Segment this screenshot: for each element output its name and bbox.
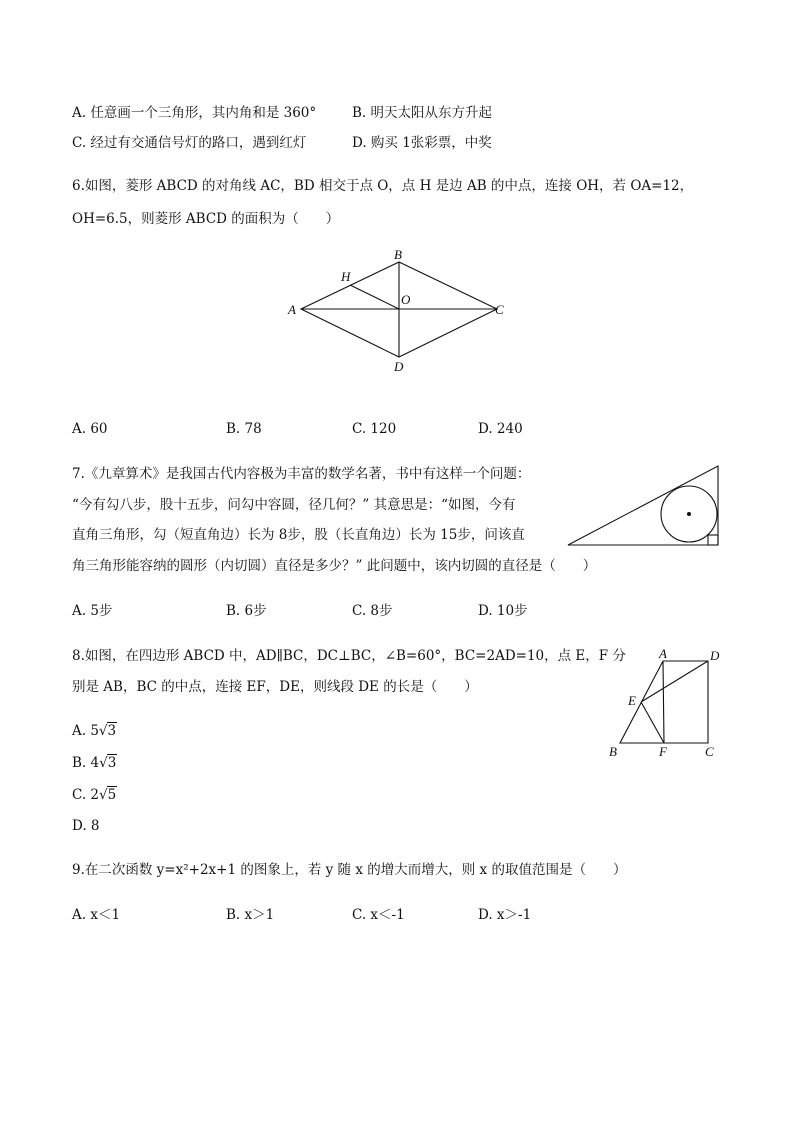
q8-option-c <box>72 786 117 804</box>
q7-option-d: D. 10步 <box>478 603 528 619</box>
q7-option-a: A. 5步 <box>72 603 113 619</box>
label-o: O <box>401 292 411 307</box>
q8-stem-line1: 8.如图，在四边形 ABCD 中，AD∥BC，DC⊥BC，∠B=60°，BC=2AD=10，点 E，F 分 <box>72 648 626 664</box>
q6-option-d: D. 240 <box>478 421 523 437</box>
sqrt-symbol: √ <box>99 787 108 803</box>
q8-option-b-radicand: 3 <box>107 755 117 771</box>
rhombus-outline <box>301 262 497 357</box>
label-h: H <box>341 269 351 284</box>
quadrilateral-abcd <box>620 661 708 743</box>
sqrt-symbol: √ <box>98 723 108 739</box>
q9-option-a: A. x＜1 <box>72 907 121 923</box>
q7-stem-line4: 角三角形能容纳的圆形（内切圆）直径是多少？” 此问题中，该内切圆的直径是（ ） <box>72 558 597 574</box>
q8-option-d: D. 8 <box>72 818 100 834</box>
q8-option-c-radicand: 5 <box>107 787 117 803</box>
label-e: E <box>628 693 636 708</box>
segment-de <box>641 661 708 702</box>
label-d: D <box>710 648 720 663</box>
label-c: C <box>705 744 714 759</box>
q8-option-c-prefix: C. 2 <box>72 787 100 803</box>
label-c: C <box>495 302 504 317</box>
label-d: D <box>394 359 404 374</box>
incircle-center-dot <box>687 512 691 516</box>
q7-stem-line1: 7.《九章算术》是我国古代内容极为丰富的数学名著，书中有这样一个问题： <box>72 466 531 482</box>
q8-option-a <box>72 722 117 740</box>
q8-option-b-prefix: B. 4 <box>72 755 100 771</box>
q8-option-b <box>72 754 117 772</box>
q9-option-b: B. x＞1 <box>226 907 275 923</box>
q8-stem-line2: 别是 AB，BC 的中点，连接 EF，DE，则线段 DE 的长是（ ） <box>72 679 478 695</box>
q6-option-b: B. 78 <box>226 421 262 437</box>
q6-option-c: C. 120 <box>352 421 397 437</box>
q8-option-a-prefix: A. 5 <box>72 723 99 739</box>
label-f: F <box>659 744 667 759</box>
q7-stem-line3: 直角三角形，勾（短直角边）长为 8步，股（长直角边）长为 15步，问该直 <box>72 527 525 543</box>
right-angle-mark <box>708 535 718 545</box>
q5-option-d: D. 购买 1张彩票，中奖 <box>352 135 492 151</box>
q7-option-b: B. 6步 <box>226 603 267 619</box>
q6-stem-line1: 6.如图，菱形 ABCD 的对角线 AC，BD 相交于点 O，点 H 是边 AB 的中点，连接 OH，若 OA=12， <box>72 178 694 194</box>
incircle <box>661 486 717 542</box>
q5-option-a: A. 任意画一个三角形，其内角和是 360° <box>72 105 317 121</box>
segment-af <box>663 661 664 743</box>
q8-option-a-radicand: 3 <box>107 723 117 739</box>
q6-stem-line2: OH=6.5，则菱形 ABCD 的面积为（ ） <box>72 211 340 227</box>
q7-stem-line2: “今有勾八步，股十五步，问勾中容圆，径几何？” 其意思是：“如图，今有 <box>72 497 516 513</box>
sqrt-symbol: √ <box>99 755 108 771</box>
q7-option-c: C. 8步 <box>352 603 393 619</box>
q9-option-c: C. x＜-1 <box>352 907 405 923</box>
right-triangle <box>568 466 718 545</box>
label-a: A <box>288 302 296 317</box>
label-b: B <box>394 247 402 262</box>
label-b: B <box>609 744 617 759</box>
q9-stem-line1: 9.在二次函数 y=x²+2x+1 的图象上，若 y 随 x 的增大而增大，则 x 的取值范围是（ ） <box>72 862 627 878</box>
segment-oh <box>350 285 399 309</box>
q5-option-b: B. 明天太阳从东方升起 <box>352 105 493 121</box>
q6-option-a: A. 60 <box>72 421 108 437</box>
q5-option-c: C. 经过有交通信号灯的路口，遇到红灯 <box>72 135 307 151</box>
segment-ef <box>641 702 664 743</box>
q9-option-d: D. x＞-1 <box>478 907 532 923</box>
label-a: A <box>659 646 667 661</box>
